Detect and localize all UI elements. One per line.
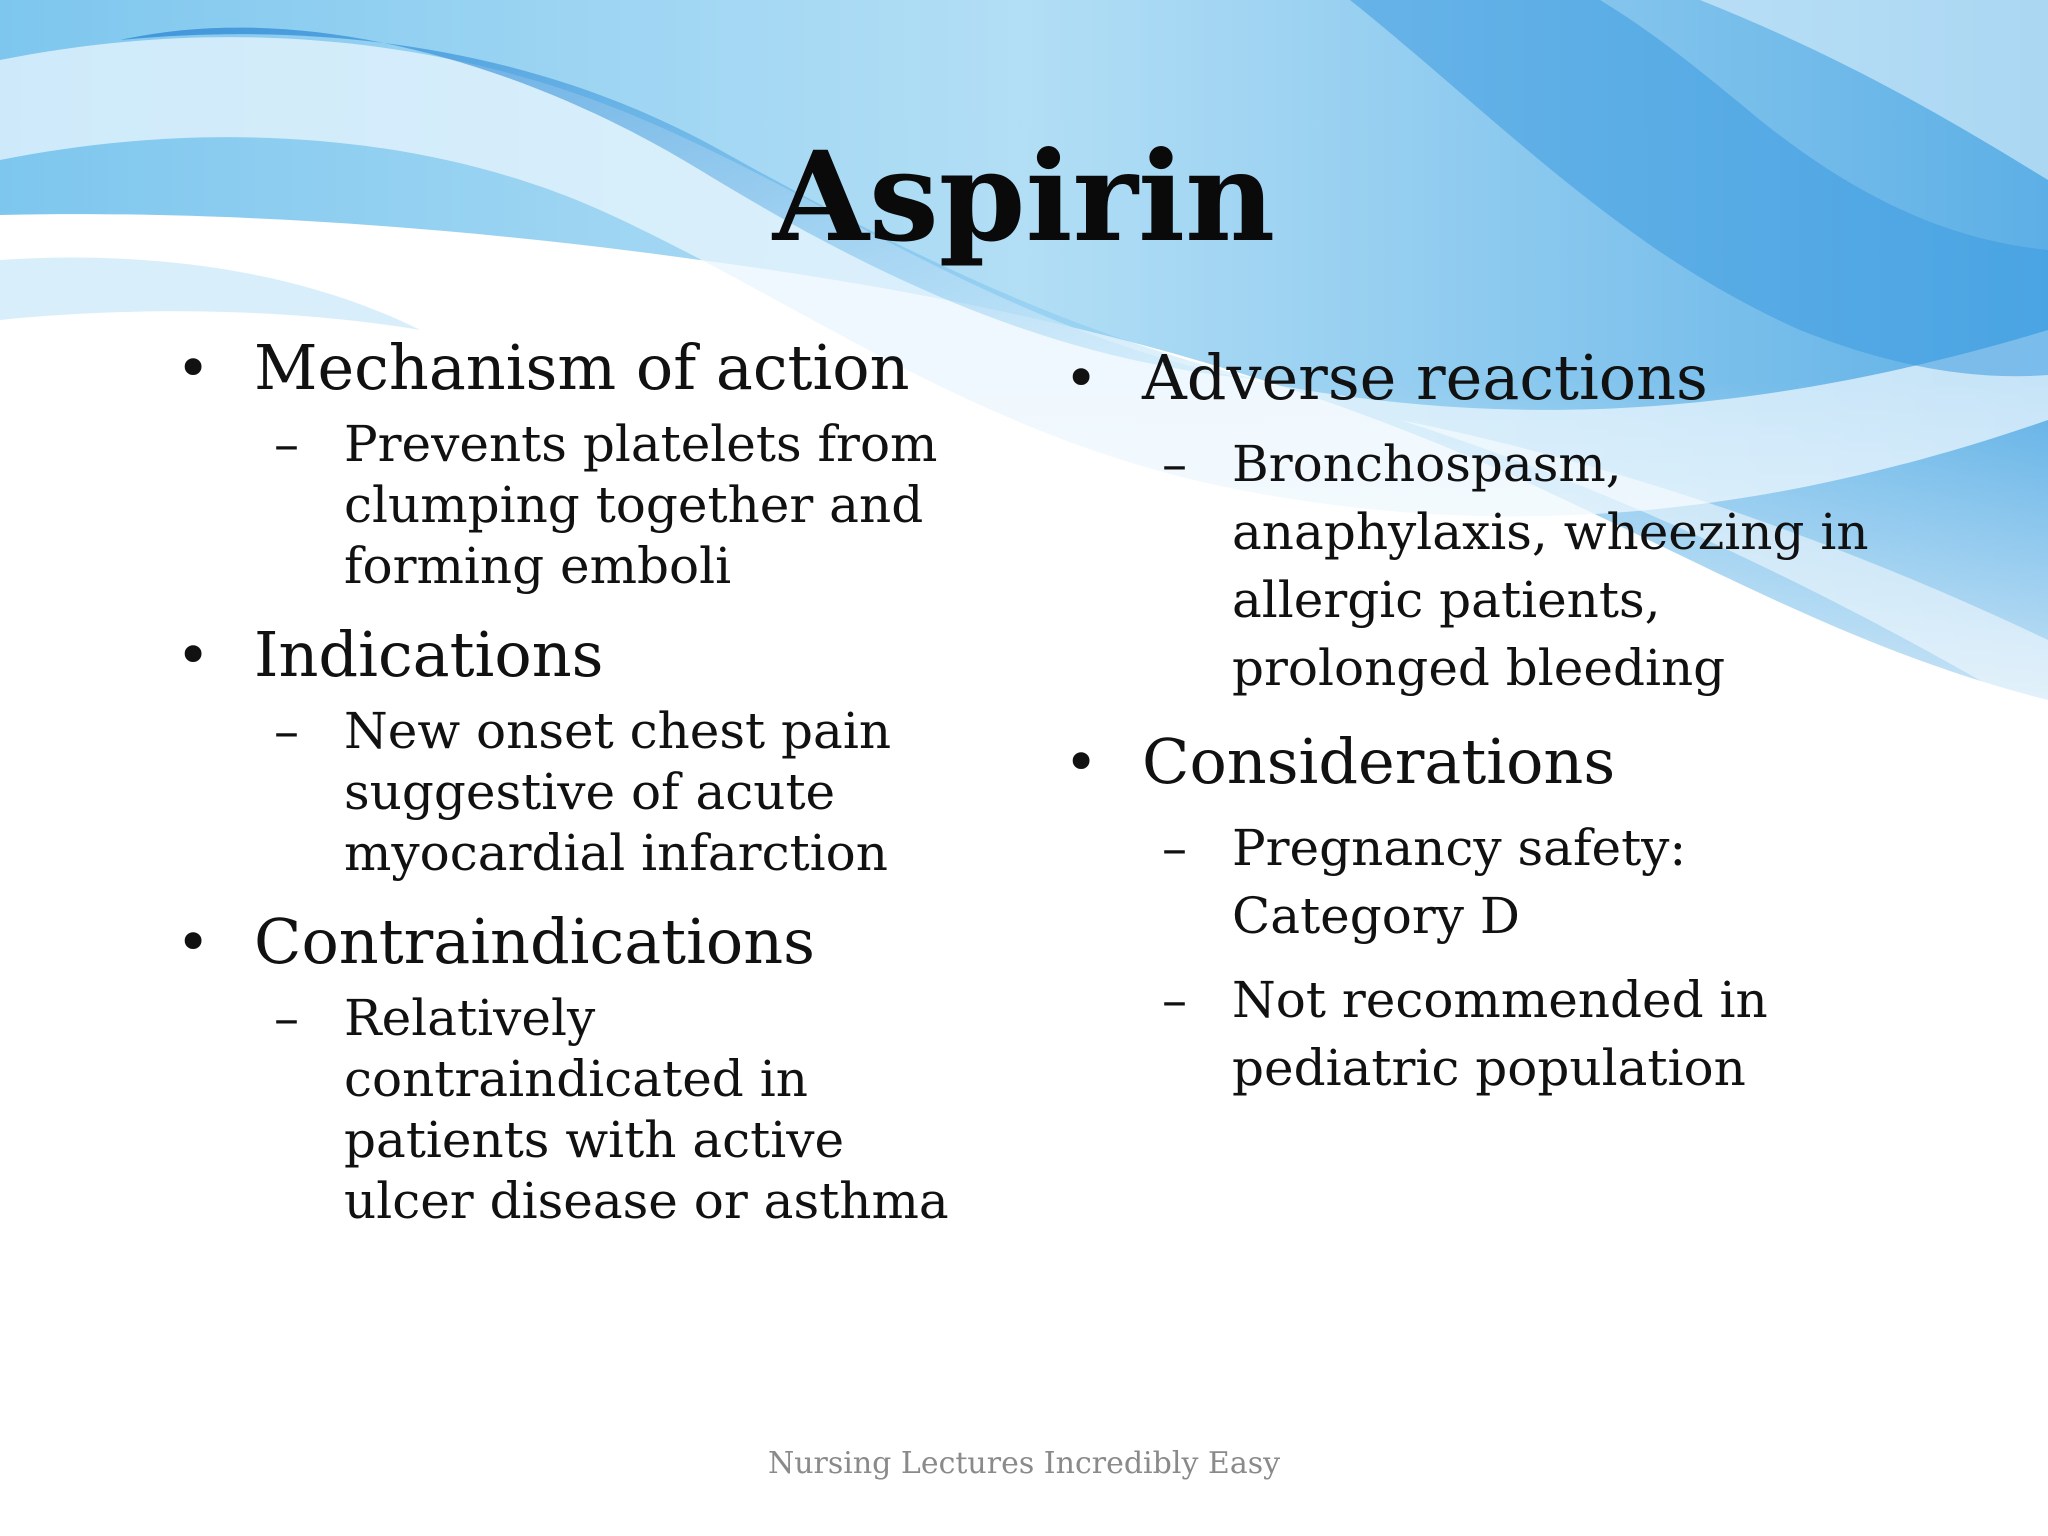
section-contraindications <box>170 904 970 1232</box>
sub-bullet <box>170 988 970 1232</box>
bullet-dot-icon: • <box>176 621 211 689</box>
section-mechanism <box>170 330 970 597</box>
sub-bullet-text: Relatively contraindicated in patients with active ulcer disease or asthma <box>344 989 949 1230</box>
sub-bullet-text: New onset chest pain suggestive of acute myocardial infarction <box>344 702 892 882</box>
sub-bullet <box>170 414 970 597</box>
sub-bullet <box>170 701 970 884</box>
bullet-heading <box>1058 340 1918 416</box>
bullet-dot-icon: • <box>176 908 211 976</box>
sub-bullet-text: Prevents platelets from clumping together and forming emboli <box>344 415 938 595</box>
section-adverse-reactions <box>1058 340 1918 702</box>
section-considerations <box>1058 724 1918 1102</box>
slide-title: Aspirin <box>772 125 1276 270</box>
bullet-heading <box>1058 724 1918 800</box>
dash-icon: – <box>274 415 299 473</box>
dash-icon: – <box>1162 971 1187 1029</box>
heading-text: Mechanism of action <box>254 331 910 404</box>
dash-icon: – <box>274 989 299 1047</box>
bullet-heading <box>170 904 970 980</box>
section-indications <box>170 617 970 884</box>
sub-bullet-text: Bronchospasm, anaphylaxis, wheezing in allergic patients, prolonged bleeding <box>1232 435 1869 697</box>
bullet-dot-icon: • <box>1064 728 1099 796</box>
bullet-heading <box>170 617 970 693</box>
heading-text: Adverse reactions <box>1142 341 1708 414</box>
sub-bullet-text: Pregnancy safety: Category D <box>1232 819 1687 945</box>
sub-bullet <box>1058 814 1918 950</box>
dash-icon: – <box>1162 819 1187 877</box>
bullet-dot-icon: • <box>176 334 211 402</box>
sub-bullet <box>1058 966 1918 1102</box>
left-column <box>170 330 970 1252</box>
heading-text: Indications <box>254 618 604 691</box>
dash-icon: – <box>274 702 299 760</box>
right-column <box>1058 340 1918 1124</box>
bullet-dot-icon: • <box>1064 344 1099 412</box>
bullet-heading <box>170 330 970 406</box>
sub-bullet <box>1058 430 1918 702</box>
dash-icon: – <box>1162 435 1187 493</box>
sub-bullet-text: Not recommended in pediatric population <box>1232 971 1768 1097</box>
heading-text: Considerations <box>1142 725 1616 798</box>
footer-text: Nursing Lectures Incredibly Easy <box>767 1446 1281 1481</box>
heading-text: Contraindications <box>254 905 815 978</box>
